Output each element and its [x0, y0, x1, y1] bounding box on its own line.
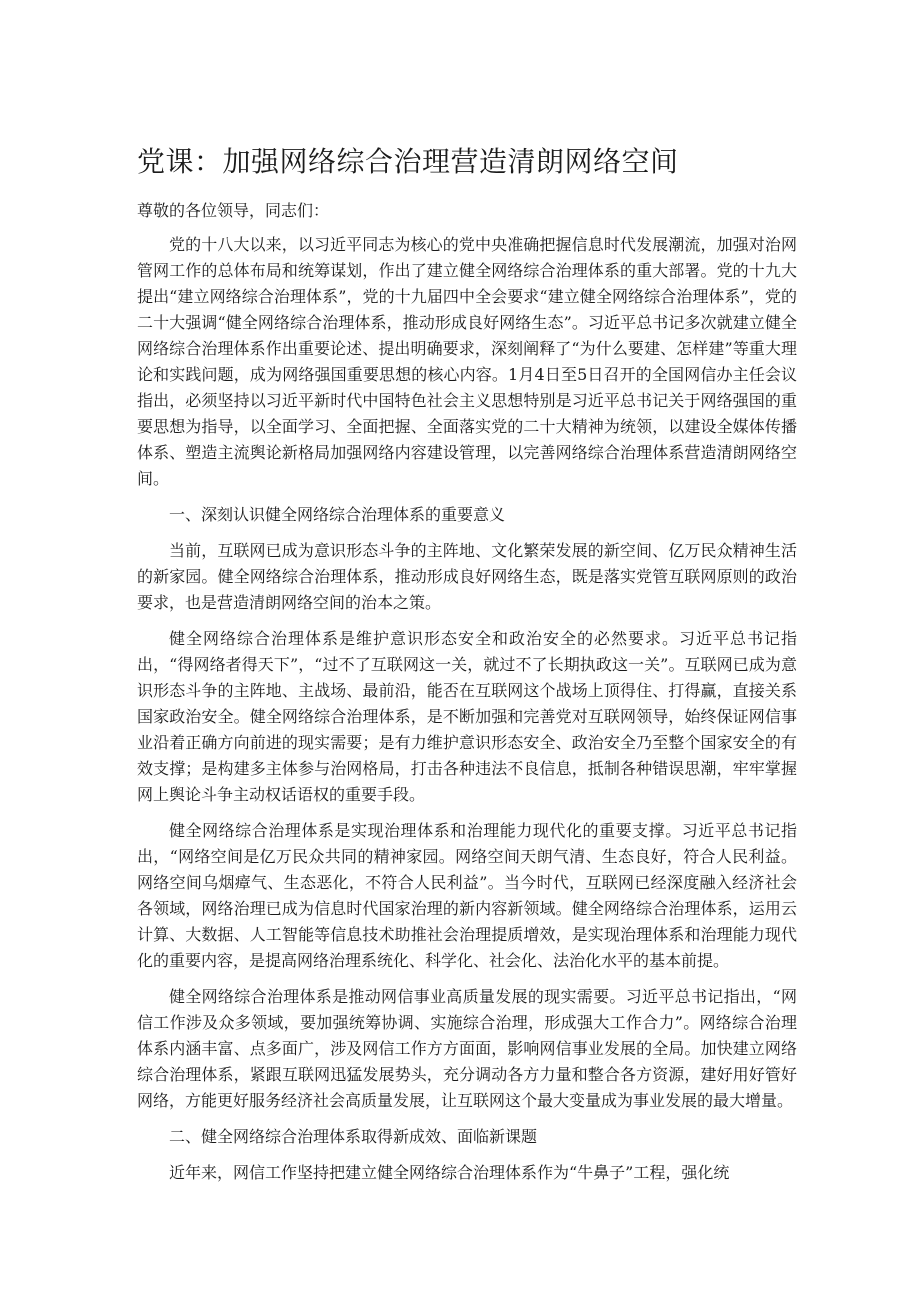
paragraph-recent-years: 近年来，网信工作坚持把建立健全网络综合治理体系作为“牛鼻子”工程，强化统 [169, 1163, 730, 1182]
salutation: 尊敬的各位领导，同志们： [137, 201, 330, 220]
document-page [137, 140, 797, 1196]
section-heading-1: 一、深刻认识健全网络综合治理体系的重要意义 [169, 505, 506, 524]
paragraph-governance-modernization: 健全网络综合治理体系是实现治理体系和治理能力现代化的重要支撑。习近平总书记指出，“网络空间是亿万民众共同的精神家园。网络空间天朗气清、生态良好，符合人民利益。网络空间乌烟瘴气、生态恶化，不符合人民利益”。当今时代，互联网已经深度融入经济社会各领域，网络治理已成为信息时代国家治理的新内容新领域。健全网络综合治理体系，运用云计算、大数据、人工智能等信息技术助推社会治理提质增效，是实现治理体系和治理能力现代化的重要内容，是提高网络治理系统化、科学化、社会化、法治化水平的基本前提。 [137, 821, 797, 970]
paragraph-intro: 党的十八大以来，以习近平同志为核心的党中央准确把握信息时代发展潮流，加强对治网管网工作的总体布局和统筹谋划，作出了建立健全网络综合治理体系的重大部署。党的十九大提出“建立网络综合治理体系”，党的十九届四中全会要求“建立健全网络综合治理体系”，党的二十大强调“健全网络综合治理体系，推动形成良好网络生态”。习近平总书记多次就建立健全网络综合治理体系作出重要论述、提出明确要求，深刻阐释了“为什么要建、怎样建”等重大理论和实践问题，成为网络强国重要思想的核心内容。1月4日至5日召开的全国网信办主任会议指出，必须坚持以习近平新时代中国特色社会主义思想特别是习近平总书记关于网络强国的重要思想为指导，以全面学习、全面把握、全面落实党的二十大精神为统领，以建设全媒体传播体系、塑造主流舆论新格局加强网络内容建设管理，以完善网络综合治理体系营造清朗网络空间。 [137, 235, 797, 488]
paragraph-ideology-security: 健全网络综合治理体系是维护意识形态安全和政治安全的必然要求。习近平总书记指出，“得网络者得天下”，“过不了互联网这一关，就过不了长期执政这一关”。互联网已成为意识形态斗争的主阵地、主战场、最前沿，能否在互联网这个战场上顶得住、打得赢，直接关系国家政治安全。健全网络综合治理体系，是不断加强和完善党对互联网领导，始终保证网信事业沿着正确方向前进的现实需要；是有力维护意识形态安全、政治安全乃至整个国家安全的有效支撑；是构建多主体参与治网格局，打击各种违法不良信息，抵制各种错误思潮，牢牢掌握网上舆论斗争主动权话语权的重要手段。 [137, 629, 797, 804]
section-heading-2: 二、健全网络综合治理体系取得新成效、面临新课题 [169, 1127, 538, 1146]
paragraph-current-situation: 当前，互联网已成为意识形态斗争的主阵地、文化繁荣发展的新空间、亿万民众精神生活的新家园。健全网络综合治理体系，推动形成良好网络生态，既是落实党管互联网原则的政治要求，也是营造清朗网络空间的治本之策。 [137, 541, 797, 612]
document-title: 党课：加强网络综合治理营造清朗网络空间 [137, 145, 679, 178]
paragraph-high-quality-development: 健全网络综合治理体系是推动网信事业高质量发展的现实需要。习近平总书记指出，“网信工作涉及众多领域，要加强统筹协调、实施综合治理，形成强大工作合力”。网络综合治理体系内涵丰富、点多面广，涉及网信工作方方面面，影响网信事业发展的全局。加快建立网络综合治理体系，紧跟互联网迅猛发展势头，充分调动各方力量和整合各方资源，建好用好管好网络，方能更好服务经济社会高质量发展，让互联网这个最大变量成为事业发展的最大增量。 [137, 987, 797, 1110]
